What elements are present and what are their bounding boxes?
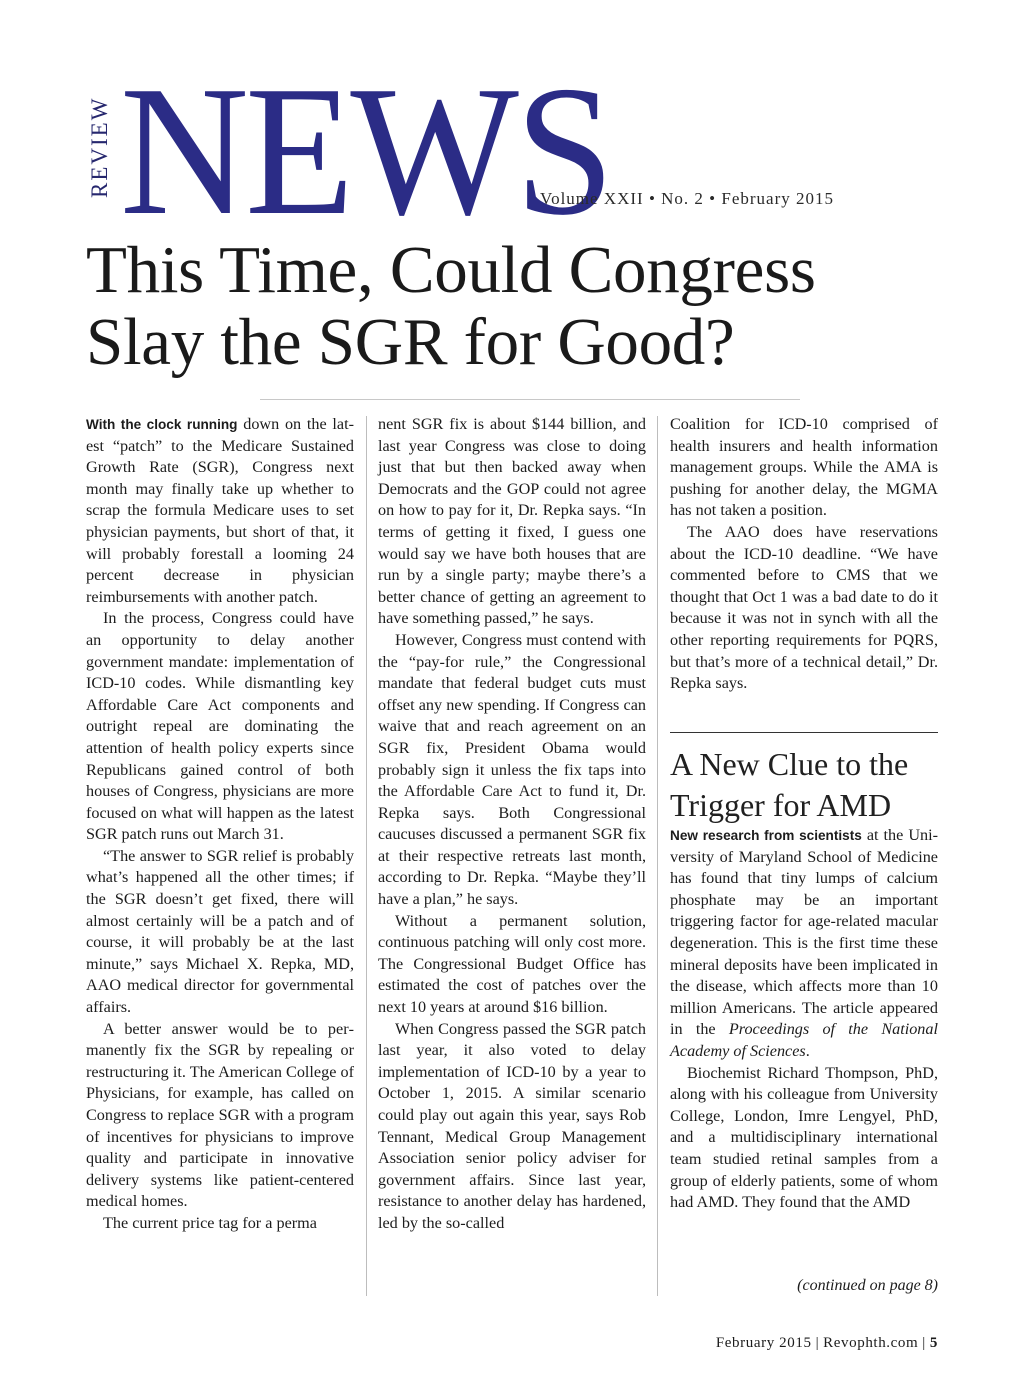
article-paragraph: However, Congress must contend with the “pay-for rule,” the Congressional mandate that federal budget cuts must offset any new spending. If Congress can waive that and reach agreement on an SGR fix, President Obama would probably sign it unless the fix taps into the Affordable Care Act to fund it, Dr. Repka says. Both Congressional caucuses discussed a permanent SGR fix at their respective retreats last month, according to Dr. Repka. “Maybe they’ll have a plan,” he says. xyxy=(378,630,646,909)
footer-site: Revophth.com xyxy=(823,1335,919,1351)
aside-paragraph: New research from scientists at the University of Maryland School of Medicine has found that tiny lumps of calcium phosphate may be an important triggering factor for age-related macular degeneration. This is the first time these mineral deposits have been implicated in the disease, which affects more than 10 million Americans. The article appeared in the Proceedings of the National Academy of Sciences. xyxy=(670,826,938,1060)
page-number: 5 xyxy=(929,1335,938,1351)
article-paragraph: When Congress passed the SGR patch last year, it also voted to delay implementation of ICD-10 by a year to October 1, 2015. A similar scenario could play out again this year, says Rob Tennant, Medical Group Management Association senior policy adviser for government affairs. Since last year, resistance to another delay has hardened, led by the so-called xyxy=(378,1019,646,1232)
article-paragraph: With the clock running down on the latest “patch” to the Medicare Sustained Growth Rate (SGR), Congress next month may finally take up whether to scrap the formula Medicare uses to set physician payments, but short of that, it will probably forestall a looming 24 percent decrease in physician reimbursements with another patch. xyxy=(86,415,354,606)
aside-lead-in: New research from scientists xyxy=(670,828,862,843)
aside-headline: A New Clue to the Trigger for AMD xyxy=(670,746,909,823)
masthead-review-label: REVIEW xyxy=(87,96,112,198)
column-divider xyxy=(366,416,367,1296)
article-lead-in: With the clock running xyxy=(86,417,238,432)
journal-name: Proceedings of the National Academy of Sciences xyxy=(670,1020,938,1060)
aside-body xyxy=(670,825,938,1214)
article-column-2 xyxy=(378,414,646,1235)
headline-line-1: This Time, Could Congress xyxy=(86,233,816,307)
issue-volume-line: Volume XXII • No. 2 • February 2015 xyxy=(540,189,835,208)
continued-note: (continued on page 8) xyxy=(797,1277,938,1294)
article-paragraph: “The answer to SGR relief is probably what’s happened all the other times; if the SGR doesn’t get fixed, there will almost certainly will be a patch and of course, it will probably be at the last minute,” says Michael X. Repka, MD, AAO medical director for governmental affairs. xyxy=(86,846,354,1017)
article-column-1 xyxy=(86,414,354,1235)
footer-date: February 2015 xyxy=(715,1335,812,1351)
headline-divider xyxy=(260,399,800,400)
masthead-news-title: NEWS xyxy=(120,48,611,254)
article-paragraph: Without a permanent solution, continuous patching will only cost more. The Congressional Budget Office has estimated the cost of patches over the next 10 years at around $16 billion. xyxy=(378,911,646,1017)
article-paragraph: The current price tag for a perma xyxy=(103,1213,317,1232)
column-divider xyxy=(657,416,658,1296)
headline-line-2: Slay the SGR for Good? xyxy=(86,305,735,379)
article-paragraph: Coalition for ICD-10 comprised of health insurers and health information management groups. While the AMA is pushing for another delay, the MGMA has not taken a position. xyxy=(670,415,938,520)
page-headline xyxy=(86,234,966,378)
article-paragraph: In the process, Congress could have an opportunity to delay another government mandate: implementation of ICD-10 codes. While dismantling key Affordable Care Act components and outright repeal are dominating the attention of health policy experts since Republicans gained control of both houses of Congress, physicians are more focused on what will happen as the latest SGR patch runs out March 31. xyxy=(86,609,354,844)
aside-paragraph: Biochemist Richard Thompson, PhD, along with his colleague from University College, London, Imre Lengyel, PhD, and a multidisciplinary international team studied retinal samples from a group of elderly patients, some of whom had AMD. They found that the AMD xyxy=(670,1063,938,1212)
article-column-3 xyxy=(670,414,938,695)
article-paragraph: nent SGR fix is about $144 billion, and last year Congress was close to doing just that but then backed away when Democrats and the GOP could not agree on how to pay for it, Dr. Repka says. “In terms of getting it fixed, I guess one would say we have both houses that are run by a single party; maybe there’s a better chance of getting an agreement to have something passed,” he says. xyxy=(378,415,646,628)
article-paragraph: A better answer would be to permanently fix the SGR by repealing or restructuring it. The American College of Physicians, for example, has called on Congress to replace SGR with a program of incentives for physicians to improve quality and participate in innovative delivery systems like patient-centered medical homes. xyxy=(86,1019,354,1211)
aside-divider xyxy=(670,732,938,733)
article-paragraph: The AAO does have reservations about the ICD-10 deadline. “We have commented before to CMS that we thought that Oct 1 was a bad date to do it because it was not in synch with all the other reporting requirements for PQRS, but that’s more of a technical detail,” Dr. Repka says. xyxy=(670,522,938,693)
page-footer: February 2015 | Revophth.com | 5 xyxy=(715,1335,938,1351)
